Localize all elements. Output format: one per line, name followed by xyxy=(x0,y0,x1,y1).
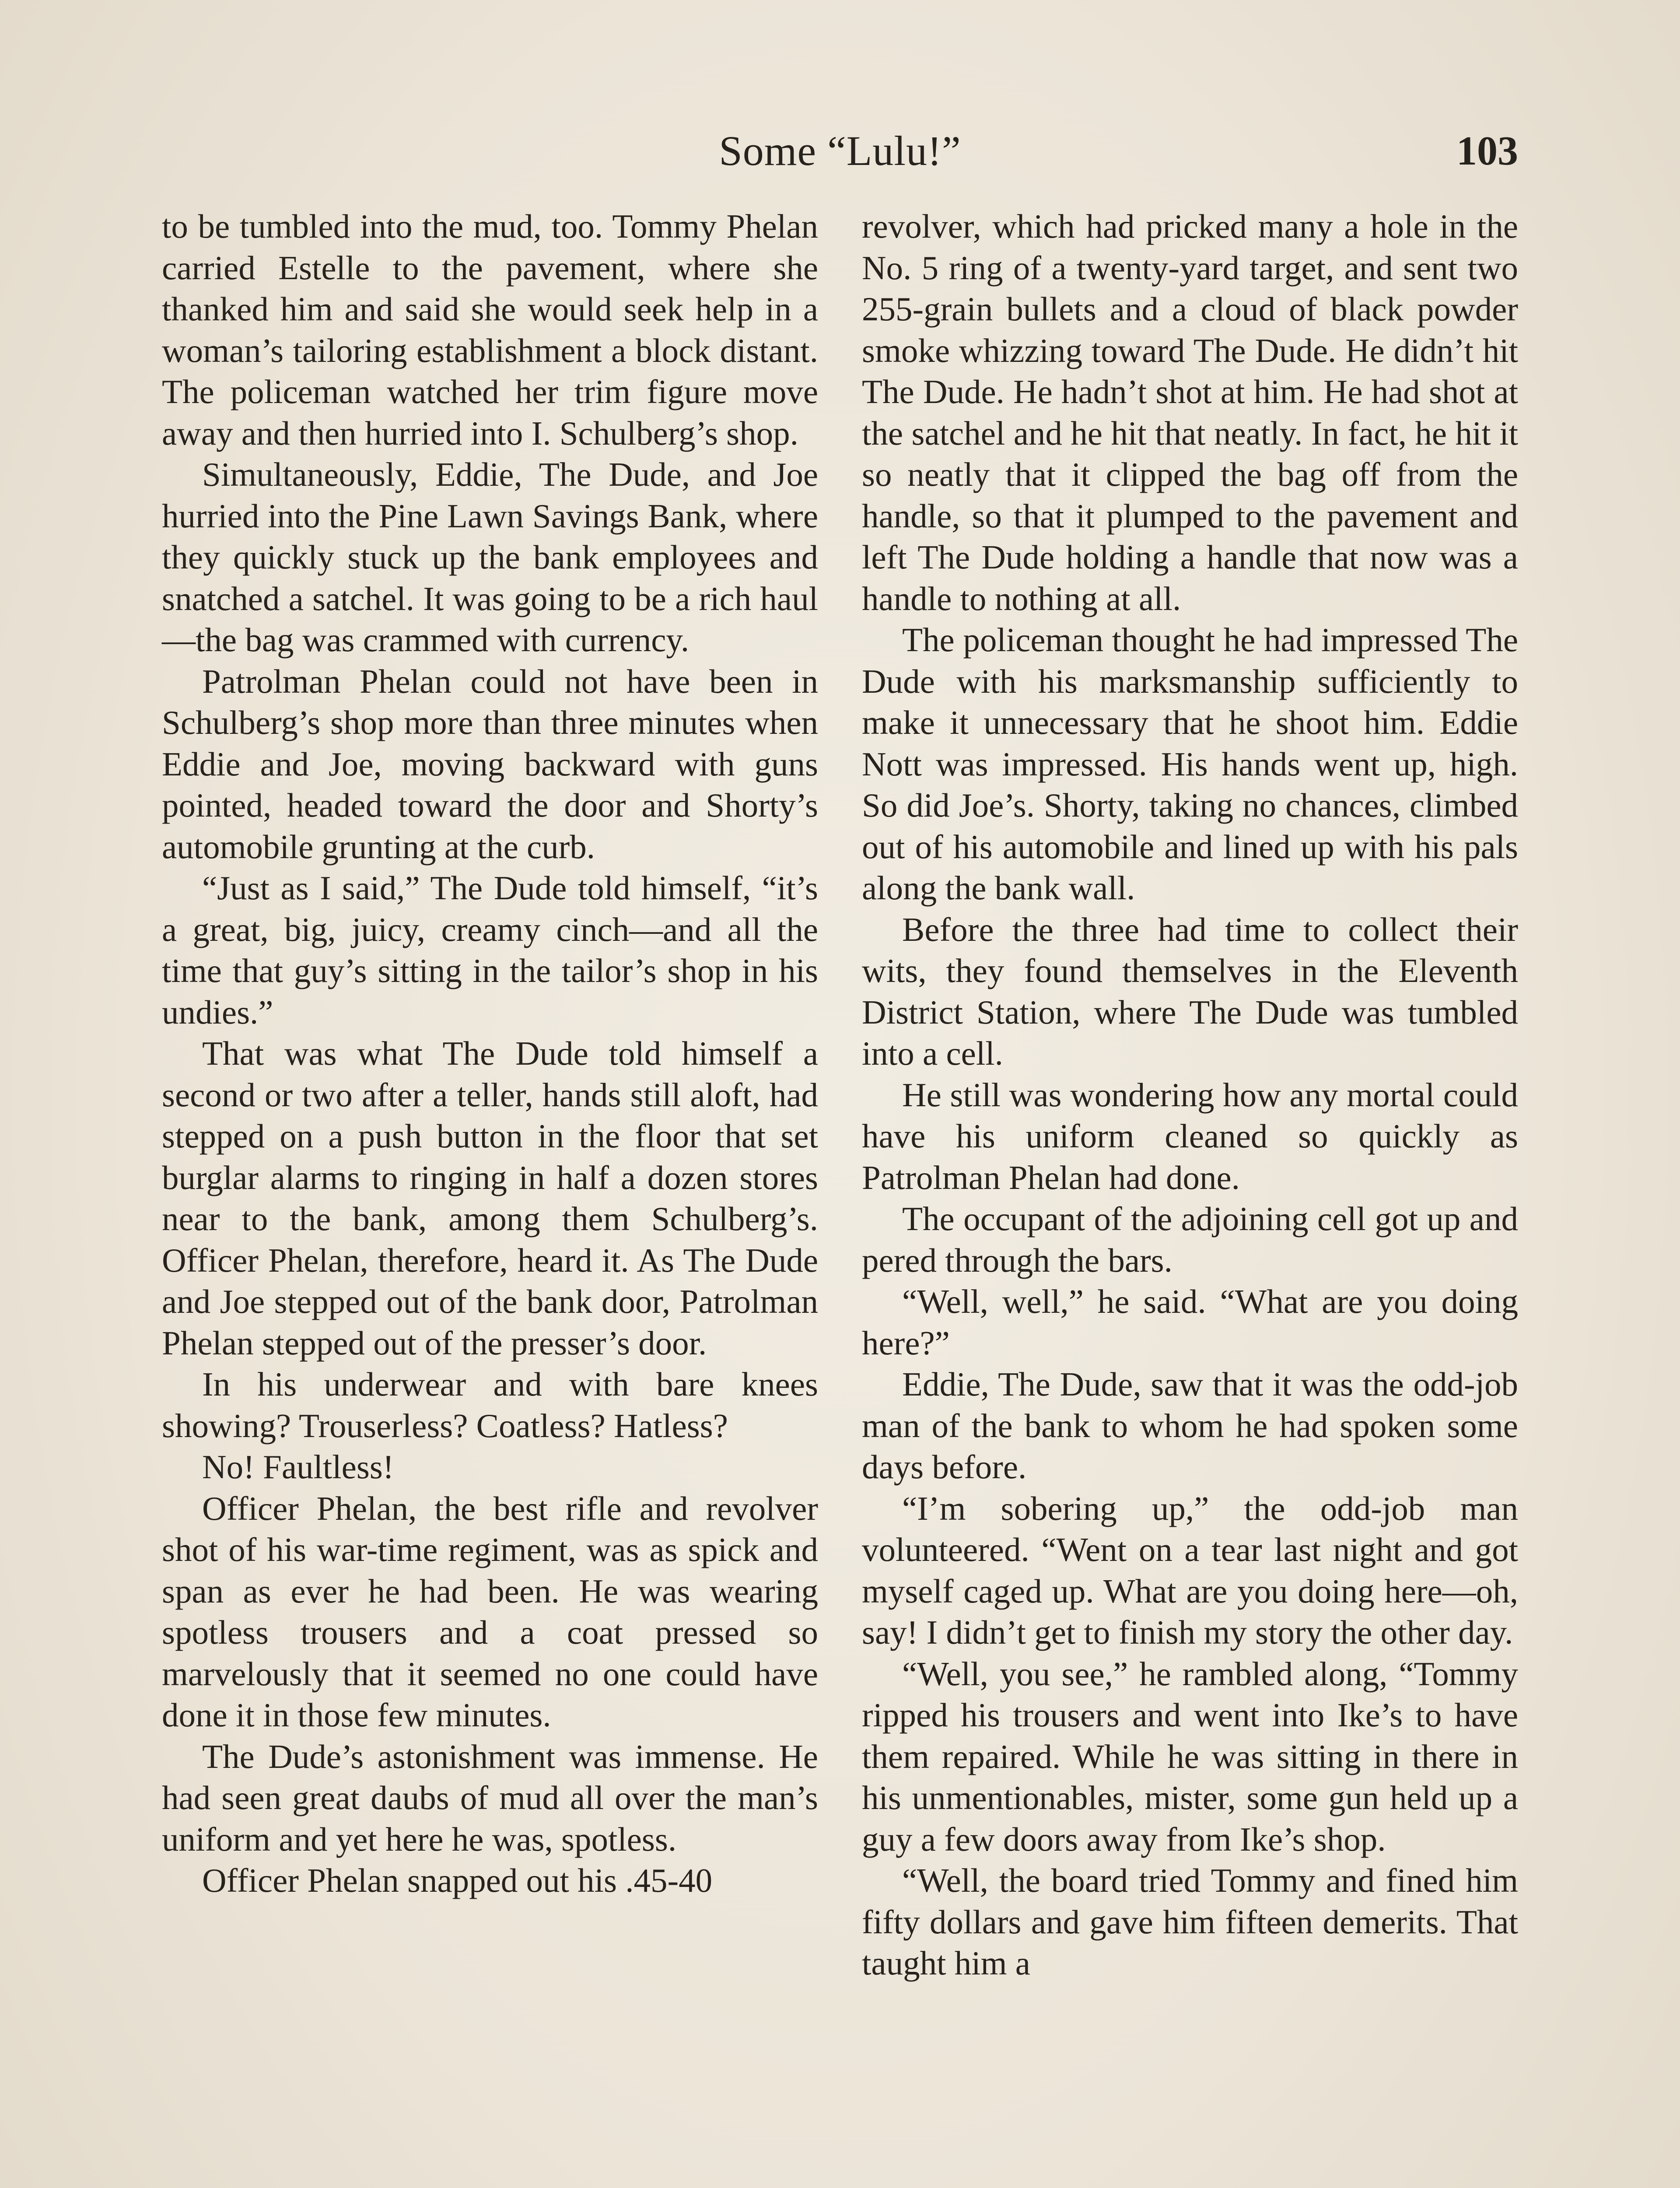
paragraph: “Just as I said,” The Dude told himself, “it’s a great, big, juicy, creamy cinch—and all the time that guy’s sitting in the tailor’s shop in his undies.” xyxy=(162,869,818,1031)
right-text-column xyxy=(862,206,1518,1984)
paragraph: “Well, well,” he said. “What are you doing here?” xyxy=(862,1283,1518,1362)
paragraph: “I’m sobering up,” the odd-job man volunteered. “Went on a tear last night and got myself caged up. What are you doing here—oh, say! I didn’t get to finish my story the other day. xyxy=(862,1489,1518,1651)
paragraph: No! Faultless! xyxy=(202,1448,394,1486)
paragraph: Officer Phelan, the best rifle and revolver shot of his war-time regiment, was as spick and span as ever he had been. He was wearing spotless trousers and a coat pressed so marvelously that it seemed no one could have done it in those few minutes. xyxy=(162,1489,818,1734)
paragraph: “Well, you see,” he rambled along, “Tommy ripped his trousers and went into Ike’s to have them repaired. While he was sitting in there in his unmentionables, mister, some gun held up a guy a few doors away from Ike’s shop. xyxy=(862,1655,1518,1858)
paragraph: Simultaneously, Eddie, The Dude, and Joe hurried into the Pine Lawn Savings Bank, where they quickly stuck up the bank employees and snatched a satchel. It was going to be a rich haul —the bag was crammed with currency. xyxy=(162,456,818,659)
running-title: Some “Lulu!” xyxy=(719,127,961,174)
paragraph: The policeman thought he had impressed The Dude with his marksmanship sufficiently to make it unnecessary that he shoot him. Eddie Nott was impressed. His hands went up, high. So did Joe’s. Shorty, taking no chances, climbed out of his automobile and lined up with his pals along the bank wall. xyxy=(862,621,1518,907)
paragraph: Patrolman Phelan could not have been in Schulberg’s shop more than three minutes when Eddie and Joe, moving backward with guns pointed, headed toward the door and Shorty’s automobile grunting at the curb. xyxy=(162,662,818,866)
paragraph: revolver, which had pricked many a hole in the No. 5 ring of a twenty-yard target, and sent two 255-grain bullets and a cloud of black powder smoke whizzing toward The Dude. He didn’t hit The Dude. He hadn’t shot at him. He had shot at the satchel and he hit that neatly. In fact, he hit it so neatly that it clipped the bag off from the handle, so that it plumped to the pavement and left The Dude holding a handle that now was a handle to nothing at all. xyxy=(862,207,1518,617)
paragraph: Eddie, The Dude, saw that it was the odd-job man of the bank to whom he had spoken some days before. xyxy=(862,1365,1518,1486)
paragraph: Before the three had time to collect their wits, they found themselves in the Eleventh District Station, where The Dude was tumbled into a cell. xyxy=(862,910,1518,1072)
page-header xyxy=(162,120,1518,182)
paragraph: to be tumbled into the mud, too. Tommy Phelan carried Estelle to the pavement, where she thanked him and said she would seek help in a woman’s tailoring establishment a block distant. The policeman watched her trim figure move away and then hurried into I. Schulberg’s shop. xyxy=(162,207,818,452)
paragraph: The Dude’s astonishment was immense. He had seen great daubs of mud all over the man’s uniform and yet here he was, spotless. xyxy=(162,1737,818,1858)
page-number: 103 xyxy=(1456,128,1518,174)
paragraph: That was what The Dude told himself a second or two after a teller, hands still aloft, had stepped on a push button in the floor that set burglar alarms to ringing in half a dozen stores near to the bank, among them Schulberg’s. Officer Phelan, therefore, heard it. As The Dude and Joe stepped out of the bank door, Patrolman Phelan stepped out of the presser’s door. xyxy=(162,1034,818,1362)
paragraph: Officer Phelan snapped out his .45-40 xyxy=(202,1862,713,1899)
paragraph: “Well, the board tried Tommy and fined him fifty dollars and gave him fifteen demerits. That taught him a xyxy=(862,1862,1518,1982)
paragraph: In his underwear and with bare knees showing? Trouserless? Coatless? Hatless? xyxy=(162,1365,818,1445)
left-text-column xyxy=(162,206,818,1901)
paragraph: He still was wondering how any mortal could have his uniform cleaned so quickly as Patrolman Phelan had done. xyxy=(862,1076,1518,1196)
paragraph: The occupant of the adjoining cell got up and pered through the bars. xyxy=(862,1200,1518,1279)
